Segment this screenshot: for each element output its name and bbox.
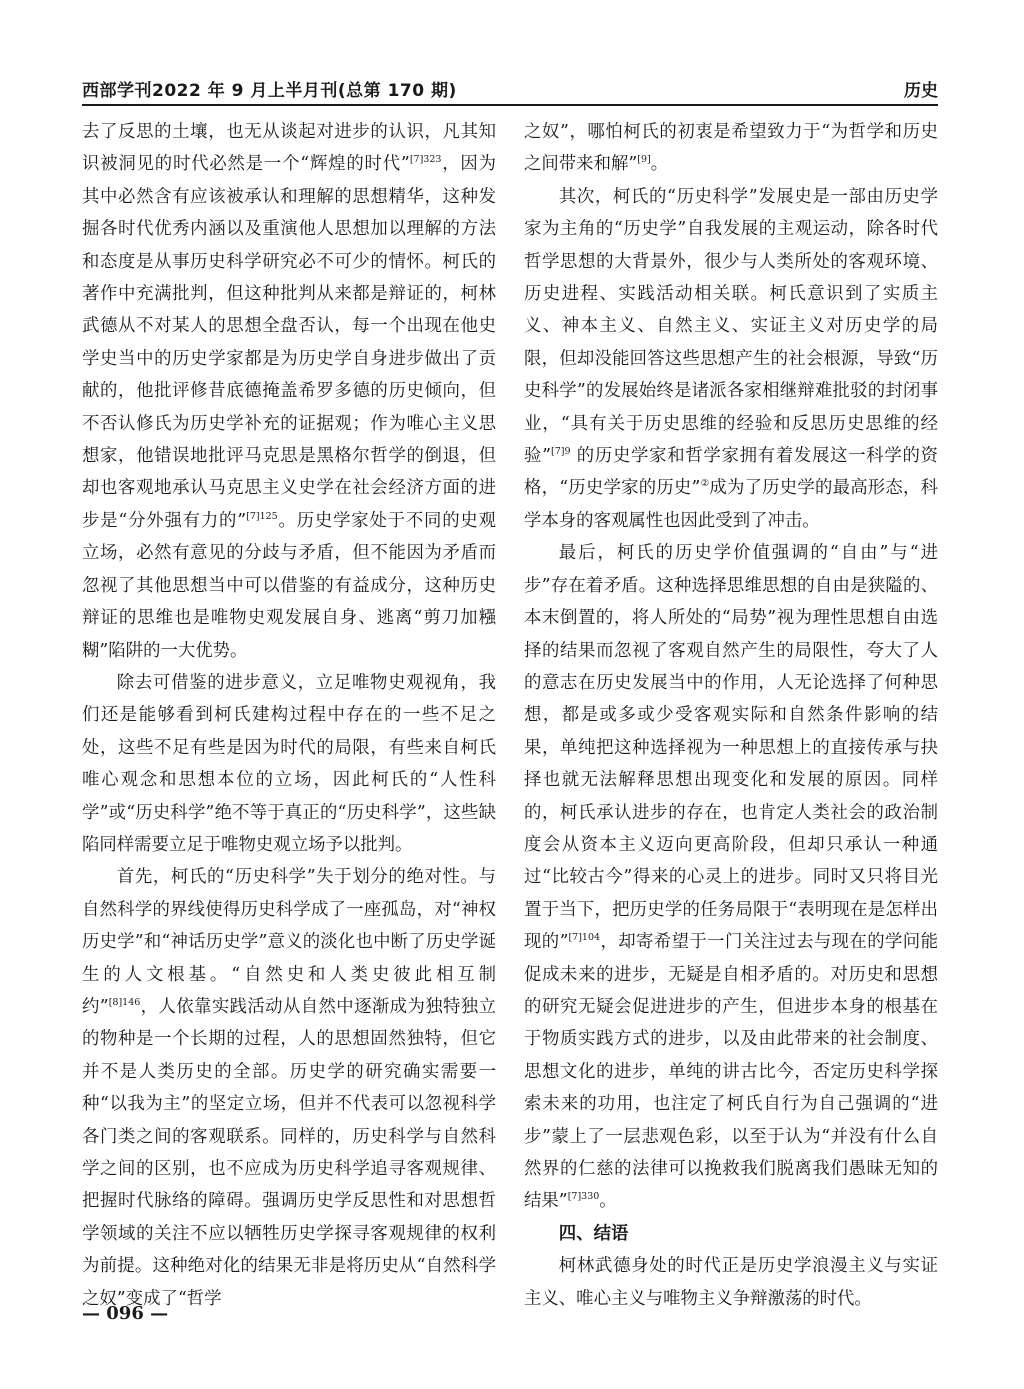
running-header bbox=[82, 76, 938, 102]
section-heading: 四、结语 bbox=[558, 1223, 629, 1244]
header-rule bbox=[82, 104, 938, 106]
paragraph: 去了反思的土壤，也无从谈起对进步的认识，凡其知识被洞见的时代必然是一个“辉煌的时代”$^{[7]323}$，因为其中必然含有应该被承认和理解的思想精华，这种发掘各时代优秀内涵以及重演他人思想加以理解的方法和态度是从事历史科学研究必不可少的情怀。柯氏的著作中充满批判，但这种批判从来都是辩证的，柯林武德从不对某人的思想全盘否认，每一个出现在他史学史当中的历史学家都是为历史学自身进步做出了贡献的，他批评修昔底德掩盖希罗多德的历史倾向，但不否认修氏为历史学补充的证据观；作为唯心主义思想家，他错误地批评马克思是黑格尔哲学的倒退，但却也客观地承认马克思主义史学在社会经济方面的进步是“分外强有力的”$^{[7]125}$。历史学家处于不同的史观立场，必然有意见的分歧与矛盾，但不能因为矛盾而忽视了其他思想当中可以借鉴的有益成分，这种历史辩证的思维也是唯物史观发展自身、逃离“剪刀加糨糊”陷阱的一大优势。 bbox=[82, 122, 496, 661]
right-column bbox=[524, 116, 938, 1315]
paragraph: 其次，柯氏的“历史科学”发展史是一部由历史学家为主角的“历史学”自我发展的主观运动，除各时代哲学思想的大背景外，很少与人类所处的客观环境、历史进程、实践活动相关联。柯氏意识到了实质主义、神本主义、自然主义、实证主义对历史学的局限，但却没能回答这些思想产生的社会根源，导致“历史科学”的发展始终是诸派各家相继辩难批驳的封闭事业，“具有关于历史思维的经验和反思历史思维的经验”$^{[7]9}$ 的历史学家和哲学家拥有着发展这一科学的资格，“历史学家的历史”②成为了历史学的最高形态，科学本身的客观属性也因此受到了冲击。 bbox=[524, 186, 938, 531]
journal-title: 西部学刊2022 年 9 月上半月刊(总第 170 期) bbox=[82, 81, 457, 101]
paragraph: 除去可借鉴的进步意义，立足唯物史观视角，我们还是能够看到柯氏建构过程中存在的一些不足之处，这些不足有些是因为时代的局限，有些来自柯氏唯心观念和思想本位的立场，因此柯氏的“人性科学”或“历史科学”绝不等于真正的“历史科学”，这些缺陷同样需要立足于唯物史观立场予以批判。 bbox=[82, 672, 496, 855]
paragraph: 最后，柯氏的历史学价值强调的“自由”与“进步”存在着矛盾。这种选择思维思想的自由是狭隘的、本末倒置的，将人所处的“局势”视为理性思想自由选择的结果而忽视了客观自然产生的局限性，夸大了人的意志在历史发展当中的作用，人无论选择了何种思想，都是或多或少受客观实际和自然条件影响的结果，单纯把这种选择视为一种思想上的直接传承与抉择也就无法解释思想出现变化和发展的原因。同样的，柯氏承认进步的存在，也肯定人类社会的政治制度会从资本主义迈向更高阶段，但却只承认一种通过“比较古今”得来的心灵上的进步。同时又只将目光置于当下，把历史学的任务局限于“表明现在是怎样出现的”$^{[7]104}$，却寄希望于一门关注过去与现在的学问能促成未来的进步，无疑是自相矛盾的。对历史和思想的研究无疑会促进进步的产生，但进步本身的根基在于物质实践方式的进步，以及由此带来的社会制度、思想文化的进步，单纯的讲古比今，否定历史科学探索未来的功用，也注定了柯氏自行为自己强调的“进步”蒙上了一层悲观色彩，以至于认为“并没有什么自然界的仁慈的法律可以挽救我们脱离我们愚昧无知的结果”$^{[7]330}$。 bbox=[524, 543, 938, 1212]
paragraph: 柯林武德身处的时代正是历史学浪漫主义与实证主义、唯心主义与唯物主义争辩激荡的时代。 bbox=[524, 1256, 938, 1309]
page-number: — 096 — bbox=[82, 1303, 169, 1324]
citation: [7]9 bbox=[551, 446, 571, 458]
citation: [7]104 bbox=[568, 932, 601, 944]
footnote-marker: ② bbox=[700, 478, 710, 490]
citation: [8]146 bbox=[108, 997, 141, 1009]
paragraph: 首先，柯氏的“历史科学”失于划分的绝对性。与自然科学的界线使得历史科学成了一座孤岛，对“神权历史学”和“神话历史学”意义的淡化也中断了历史学诞生的人文根基。“自然史和人类史彼此相互制约”$^{[8]146}$，人依靠实践活动从自然中逐渐成为独特独立的物种是一个长期的过程，人的思想固然独特，但它并不是人类历史的全部。历史学的研究确实需要一种“以我为主”的坚定立场，但并不代表可以忽视科学各门类之间的客观联系。同样的，历史科学与自然科学之间的区别，也不应成为历史科学追寻客观规律、把握时代脉络的障碍。强调历史学反思性和对思想哲学领域的关注不应以牺牲历史学探寻客观规律的权利为前提。这种绝对化的结果无非是将历史从“自然科学之奴”变成了“哲学 bbox=[82, 867, 496, 1309]
citation: [9] bbox=[637, 154, 651, 166]
section-label: 历史 bbox=[904, 81, 938, 101]
citation: [7]330 bbox=[567, 1191, 600, 1203]
left-column bbox=[82, 116, 496, 1315]
citation: [7]125 bbox=[246, 511, 278, 523]
citation: [7]323 bbox=[409, 154, 442, 166]
paragraph: 之奴”，哪怕柯氏的初衷是希望致力于“为哲学和历史之间带来和解”[9]。 bbox=[524, 122, 938, 175]
